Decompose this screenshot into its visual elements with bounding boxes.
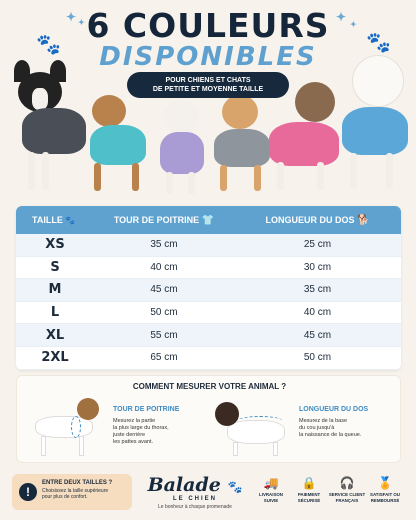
badge-icon: 🏅 (377, 476, 393, 490)
truck-icon: 🚚 (263, 476, 279, 490)
table-row (16, 279, 401, 302)
cell-back: 40 cm (303, 307, 332, 319)
sparkle-icon: ✦ (350, 20, 357, 29)
header-back (234, 215, 401, 226)
service-label-line: SUIVIE (263, 497, 279, 503)
cell-back: 50 cm (303, 352, 332, 364)
brand-sub: LE CHIEN (172, 496, 217, 502)
service-guarantee (366, 476, 404, 503)
back-measure-text (299, 418, 361, 439)
sparkle-icon: ✦ (66, 10, 77, 24)
cell-size: 2XL (41, 350, 69, 366)
services-bar (252, 476, 404, 503)
service-label (252, 492, 290, 503)
header-chest-label: TOUR DE POITRINE (113, 214, 200, 225)
dog-teal-sweater (84, 95, 149, 195)
paw-icon: 🐾 (65, 216, 76, 225)
header-size-label: TAILLE (32, 215, 63, 225)
size-tip-line: pour plus de confort. (42, 494, 88, 500)
chest-measure-title: TOUR DE POITRINE (113, 406, 180, 413)
cell-back: 35 cm (303, 284, 332, 296)
size-tip-title: ENTRE DEUX TAILLES ? (42, 480, 113, 486)
cell-back: 25 cm (303, 239, 332, 251)
subtitle-line-1: POUR CHIENS ET CHATS (165, 77, 251, 84)
dog-light-grey-sweater (208, 95, 273, 195)
service-label-line: REMBOURSÉ (370, 497, 400, 503)
service-label-line: FRANÇAIS (335, 497, 359, 503)
cell-chest: 50 cm (150, 307, 178, 319)
headset-icon: 🎧 (339, 476, 355, 490)
size-table (16, 206, 401, 370)
cell-size: M (48, 282, 62, 298)
subtitle-line-2: DE PETITE ET MOYENNE TAILLE (152, 86, 264, 93)
cell-size: L (50, 305, 60, 321)
sparkle-icon: ✦ (78, 18, 85, 27)
chest-text-line: juste derrière (113, 432, 146, 438)
table-row (16, 234, 401, 257)
title-line-2: DISPONIBLES (99, 42, 317, 72)
size-tip-text (42, 488, 130, 500)
service-label-line: SATISFAIT OU (370, 492, 400, 497)
paw-icon: 🐾 (36, 34, 61, 56)
lock-icon: 🔒 (301, 476, 317, 490)
table-row (16, 302, 401, 325)
cell-chest: 65 cm (150, 352, 178, 364)
brand-logo (140, 474, 250, 510)
cell-chest: 35 cm (150, 239, 178, 251)
cat-lavender-sweater (154, 100, 209, 195)
table-row (16, 257, 401, 280)
service-payment (290, 476, 328, 503)
table-header (16, 206, 401, 234)
chest-text-line: la plus large du thorax, (113, 425, 169, 431)
service-label-line: LIVRAISON (259, 492, 283, 497)
cell-size: S (50, 259, 60, 275)
dog-back-illustration (213, 392, 293, 460)
back-measure-title: LONGUEUR DU DOS (299, 406, 369, 413)
cell-chest: 45 cm (150, 284, 178, 296)
service-label-line: SERVICE CLIENT (328, 492, 366, 497)
warning-icon: ! (19, 483, 37, 501)
paw-icon: 🐾 (227, 480, 243, 494)
header-size (16, 215, 94, 225)
back-text-line: Mesurez de la base (299, 418, 347, 424)
paw-icon: 🐾 (366, 32, 391, 54)
service-label (328, 492, 366, 503)
cell-size: XS (45, 237, 65, 253)
table-row (16, 347, 401, 370)
chest-measure-text (113, 418, 169, 446)
sparkle-icon: ✦ (336, 10, 347, 24)
measure-guide (16, 375, 401, 463)
service-label (366, 492, 404, 503)
back-text-line: du cou jusqu'à (299, 425, 335, 431)
service-delivery (252, 476, 290, 503)
service-label-line: SÉCURISÉ (297, 497, 321, 503)
service-label-line: PAIEMENT (297, 492, 321, 497)
cell-chest: 55 cm (150, 329, 178, 341)
title-line-1: 6 COULEURS (86, 6, 330, 45)
cell-size: XL (45, 327, 65, 343)
service-support (328, 476, 366, 503)
dog-blue-sweater (336, 55, 412, 195)
chest-text-line: Mesurez la partie (113, 418, 156, 424)
cell-back: 30 cm (303, 261, 332, 273)
table-body (16, 234, 401, 370)
sweater-icon: 👕 (201, 214, 215, 226)
cell-back: 45 cm (303, 329, 332, 341)
size-tip-box (12, 474, 132, 510)
measure-title: COMMENT MESURER VOTRE ANIMAL ? (132, 382, 287, 391)
size-tip-line: Choisissez la taille supérieure (42, 488, 109, 494)
brand-tagline: Le bonheur à chaque promenade (158, 504, 232, 510)
cell-chest: 40 cm (150, 261, 178, 273)
dog-pink-sweater (265, 82, 345, 194)
chest-text-line: les pattes avant. (113, 439, 154, 445)
dog-icon: 🐕 (357, 214, 370, 226)
brand-name (140, 474, 250, 496)
dog-grey-sweater (10, 60, 90, 195)
header-chest (94, 215, 234, 226)
header-back-label: LONGUEUR DU DOS (265, 214, 355, 225)
table-row (16, 324, 401, 347)
brand-name-text: Balade (147, 474, 221, 496)
service-label (290, 492, 328, 503)
subtitle-pill (127, 72, 289, 98)
dog-chest-illustration (27, 390, 107, 460)
back-text-line: la naissance de la queue. (299, 432, 362, 438)
